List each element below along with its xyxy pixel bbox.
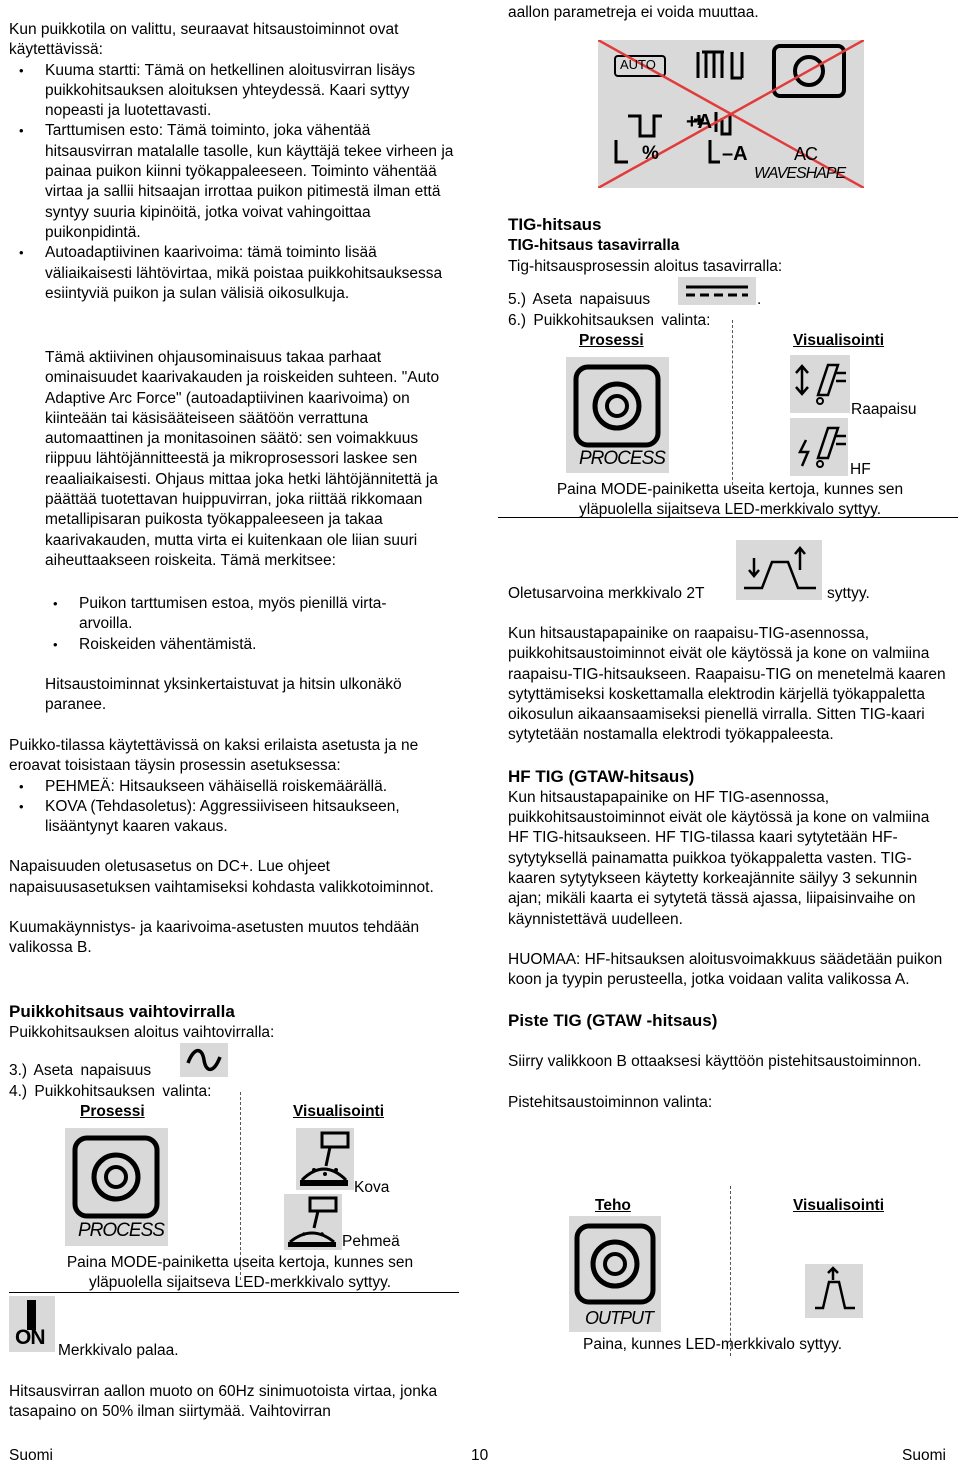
step-5-period: . [757,291,762,308]
two-t-icon [736,540,822,600]
dc-polarity-icon [678,277,756,305]
list-item: • PEHMEÄ: Hitsaukseen vähäisellä roiskemäärällä. [9,777,459,797]
step-5: 5.) Aseta napaisuus [508,291,651,308]
col-process-header-right: Prosessi [579,332,644,349]
mode-note-right: Paina MODE-painiketta useita kertoja, kunnes sen yläpuolella sijaitseva LED-merkkivalo syttyy. [556,481,904,519]
list-item: • Roiskeiden vähentämistä. [9,635,459,655]
led-on-text: Merkkivalo palaa. [58,1342,179,1359]
divider-line-right [498,517,958,518]
mode-note-left: Paina MODE-painiketta useita kertoja, kunnes sen yläpuolella sijaitseva LED-merkkivalo syttyy. [66,1254,414,1292]
right-column-text [508,624,953,1113]
bottom-paragraph: Hitsausvirran aallon muoto on 60Hz sinimuotoista virtaa, jonka tasapaino on 50% ilman siirtymää. Vaihtovirran [9,1383,438,1421]
process-button-icon [65,1128,168,1246]
ac-polarity-icon [180,1043,228,1077]
modes-text: Puikko-tilassa käytettävissä on kaksi erilaista asetusta ja ne eroavat toisistaan täysin prosessin asetuksessa: [9,737,419,775]
hf-label: HF [850,461,871,478]
step-6: 6.) Puikkohitsauksen valinta: [508,312,711,329]
note-paragraph: HUOMAA: HF-hitsauksen aloitusvoimakkuus säädetään puikon koon ja tyypin perusteella, jotka voidaan valita valikossa A. [508,950,943,989]
functions-list [9,61,459,305]
plus-a-label: +A [686,111,713,133]
output-button-icon [569,1216,661,1332]
spot-heading: Piste TIG (GTAW -hitsaus) [508,1011,718,1031]
spot-weld-icon [805,1264,863,1318]
divider-line [9,1292,459,1293]
left-column-benefits [9,594,459,655]
soft-label: Pehmeä [342,1233,400,1250]
power-on-icon [9,1296,55,1352]
list-item: • Puikon tarttumisen estoa, myös pienillä virta-arvoilla. [9,594,459,635]
left-column-active [45,348,455,571]
scratch-paragraph: Kun hitsaustapapainike on raapaisu-TIG-asennossa, puikkohitsaustoiminnot eivät ole käytössä ja kone on valmiina raapaisu-TIG-hitsaukseen. Raapaisu-TIG on menetelmä kaaren sytyttämiseksi koskettamalla elektrodin kärjellä työkappaletta oikosulun aikaansaamiseksi pienellä virralla. Sitten TIG-kaari sytytetään nostamalla elektrodi työkappaleesta. [508,625,946,744]
footer-right: Suomi [902,1447,946,1464]
ac-label: AC [794,144,818,164]
right-top-line: aallon parametreja ei voida muuttaa. [508,4,759,21]
process-button-icon-right [566,357,669,473]
spot-select: Pistehitsaustoiminnon valinta: [508,1093,713,1111]
polarity-text: Napaisuuden oletusasetus on DC+. Lue ohjeet napaisuusasetuksen vaihtamiseksi kohdasta valikkotoiminnot. [9,858,434,896]
list-item: • Tarttumisen esto: Tämä toiminto, joka vähentää hitsausvirran matalalle tasolle, kun käyttäjä tekee virheen ja painaa puikon kiinni työkappaleeseen. Toiminto vähentää virtaa ja sallii hitsaajan irrottaa puikon pitimestä ilman että syntyy suuria kipinöitä, jotka voivat vahingoittaa puikonpidintä. [9,121,459,243]
step-4: 4.) Puikkohitsauksen valinta: [9,1083,212,1100]
default-2t-text: Oletusarvoina merkkivalo 2T [508,585,705,602]
col-power-header: Teho [595,1197,631,1214]
left-column-simplify [45,675,455,716]
hf-heading: HF TIG (GTAW-hitsaus) [508,766,695,786]
auto-label: AUTO [620,57,656,72]
step-3: 3.) Aseta napaisuus [9,1062,152,1079]
hard-label: Kova [354,1179,390,1196]
default-2t-end: syttyy. [827,585,870,602]
list-item: • KOVA (Tehdasoletus): Aggressiiviseen hitsaukseen, lisääntynyt kaaren vakaus. [9,797,459,838]
ac-heading: Puikkohitsaus vaihtovirralla [9,1002,235,1021]
left-column [9,20,459,304]
on-label: ON [15,1326,45,1349]
tig-subheading: TIG-hitsaus tasavirralla [508,237,680,254]
hard-electrode-icon [296,1128,354,1190]
percent-sign: % [642,143,659,164]
tig-heading: TIG-hitsaus [508,215,602,234]
hf-tig-icon [790,418,848,476]
spot-note: Paina, kunnes LED-merkkivalo syttyy. [583,1336,843,1353]
col-visual2-header: Visualisointi [793,1197,885,1214]
simplify-text: Hitsaustoiminnat yksinkertaistuvat ja hitsin ulkonäkö paranee. [45,676,402,714]
col-visual-header-right: Visualisointi [793,332,885,349]
left-column-modes [9,736,459,959]
spot-paragraph: Siirry valikkoon B ottaaksesi käyttöön pistehitsaustoiminnon. [508,1053,922,1071]
benefits-list [9,594,459,655]
control-panel-disabled [598,40,864,188]
col-process-header: Prosessi [80,1103,145,1120]
minus-a-label: –A [722,143,748,165]
menu-text: Kuumakäynnistys- ja kaarivoima-asetusten muutos tehdään valikossa B. [9,919,420,957]
hf-paragraph: Kun hitsaustapapainike on HF TIG-asennossa, puikkohitsaustoiminnot eivät ole käytössä ja kone on valmiina HF TIG-hitsaukseen. HF TIG-tilassa kaari sytytetään HF-sytytyksellä painamatta puikkoa työkappaletta vasten. TIG-kaaren sytytykseen käytetty korkeajännite säilyy 3 sekunnin ajan; mikäli kaarta ei sytytetä tässä ajassa, liipaisinvaihe on käynnistettävä uudelleen. [508,788,930,928]
scratch-label: Raapaisu [851,401,917,418]
process-label: PROCESS [78,1220,164,1241]
list-item: • Kuuma startti: Tämä on hetkellinen aloitusvirran lisäys puikkohitsauksen aloituksen yhteydessä. Kaari syttyy nopeasti ja luotettavasti. [9,61,459,122]
page-number: 10 [471,1447,489,1464]
process-label: PROCESS [579,448,665,469]
footer-left: Suomi [9,1447,53,1464]
list-item: • Autoadaptiivinen kaarivoima: tämä toiminto lisää väliaikaisesti lähtövirtaa, mikä poistaa puikkohitsauksessa esiintyviä puikon ja sulan välisiä oikosulkuja. [9,243,459,304]
modes-list [9,777,459,838]
col-visual-header: Visualisointi [293,1103,385,1120]
soft-electrode-icon [284,1194,342,1250]
active-control-text: Tämä aktiivinen ohjausominaisuus takaa parhaat ominaisuudet kaarivakauden ja roiskeiden suhteen. "Auto Adaptive Arc Force" (autoadaptiivinen kaarivoima) on kiinteään tai käsisääteiseen säätöön verrattuna automaattinen ja monitasoinen säätö: sen voimakkuus riippuu lähtöjännitteestä ja mikroprosessori laskee sen reaaliaikaisesti. Ohjaus mittaa joka hetki lähtöjännitettä ja päättää tuotettavan huippuvirran, joka riittää rikkomaan metallipisaran puikosta työkappaleeseen ja takaa kaarivakauden, mutta virta ei kuitenkaan ole liian suuri aiheuttaakseen roiskeita. Tämä merkitsee: [45,349,440,569]
scratch-tig-icon [790,355,850,413]
output-label: OUTPUT [585,1308,653,1328]
tig-intro: Tig-hitsausprosessin aloitus tasavirralla: [508,258,783,275]
waveshape-label: WAVESHAPE [754,165,846,182]
intro-text: Kun puikkotila on valittu, seuraavat hitsaustoiminnot ovat käytettävissä: [9,21,399,59]
ac-subheading: Puikkohitsauksen aloitus vaihtovirralla: [9,1024,275,1041]
